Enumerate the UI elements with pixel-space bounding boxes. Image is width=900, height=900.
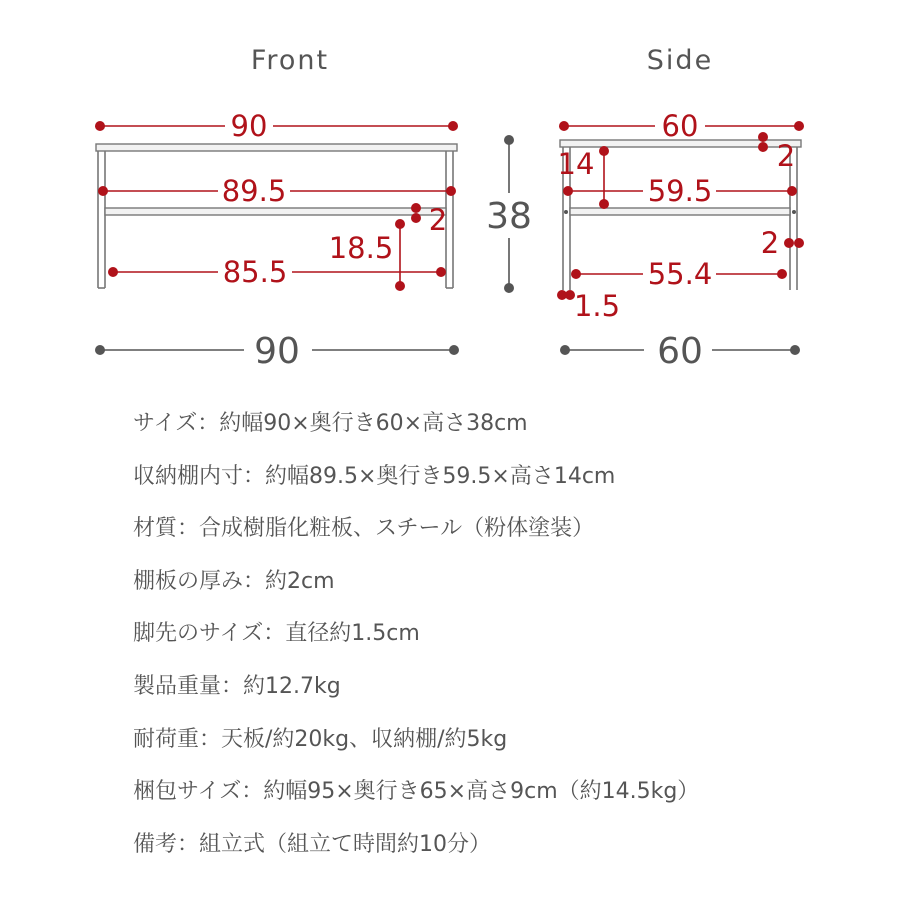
side-foot-diameter-dimension (557, 290, 575, 300)
spec-list (133, 404, 873, 877)
spec-foot-size: 脚先のサイズ：直径約1.5cm (133, 621, 420, 647)
side-shelf-thickness-label: 2 (760, 226, 780, 260)
front-overall-width-label: 90 (254, 331, 300, 372)
spec-load-capacity: 耐荷重：天板/約20kg、収納棚/約5kg (133, 726, 508, 752)
spec-notes: 備考：組立式（組立て時間約10分） (133, 831, 491, 857)
side-shelf-thickness-dimension (784, 238, 804, 248)
front-top-width-dimension (95, 121, 458, 131)
side-shelf-gap-label: 14 (557, 147, 595, 181)
side-overall-depth-label: 60 (657, 331, 703, 372)
height-label: 38 (486, 196, 532, 237)
side-top-thickness-label: 2 (776, 139, 796, 173)
side-top-depth-label: 60 (661, 109, 699, 143)
side-title: Side (646, 45, 714, 76)
dimension-diagram (0, 0, 900, 380)
spec-package-size: 梱包サイズ：約幅95×奥行き65×高さ9cm（約14.5kg） (133, 779, 700, 805)
front-inner-width-label: 85.5 (222, 255, 288, 289)
front-shelf-width-label: 89.5 (221, 174, 287, 208)
spec-weight: 製品重量：約12.7kg (133, 673, 341, 699)
spec-size: サイズ：約幅90×奥行き60×高さ38cm (133, 411, 528, 436)
front-top-width-label: 90 (230, 109, 268, 143)
spec-material: 材質：合成樹脂化粧板、スチール（粉体塗装） (133, 516, 595, 542)
spec-storage-inner: 収納棚内寸：約幅89.5×奥行き59.5×高さ14cm (133, 463, 616, 489)
front-title: Front (250, 45, 330, 76)
front-shelf-thickness-label: 2 (428, 203, 448, 237)
side-foot-diameter-label: 1.5 (573, 289, 621, 323)
side-inner-depth-label: 55.4 (647, 257, 713, 291)
side-shelf-depth-label: 59.5 (647, 174, 713, 208)
front-shelf-height-label: 18.5 (328, 231, 394, 265)
spec-shelf-thickness: 棚板の厚み：約2cm (133, 568, 335, 594)
side-shelf-gap-dimension (599, 146, 609, 209)
front-shelf-height-dimension (395, 219, 405, 291)
